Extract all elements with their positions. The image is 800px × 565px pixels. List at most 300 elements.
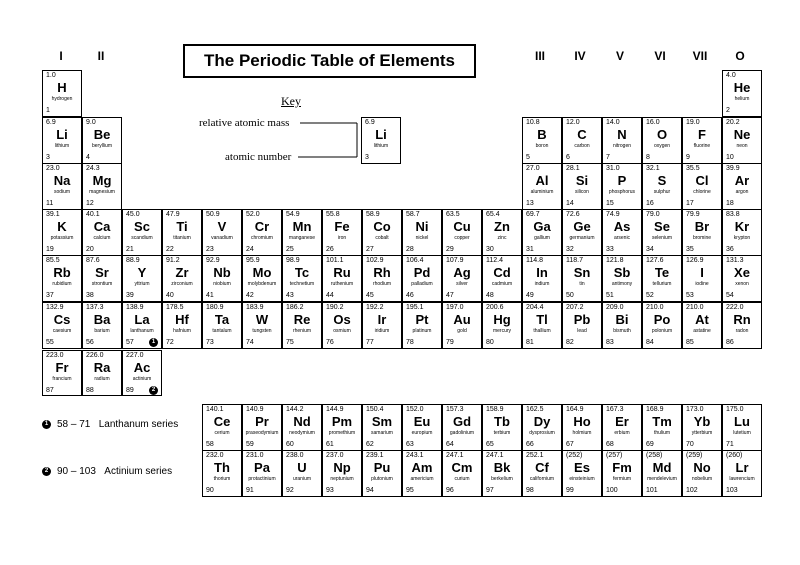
element-name: hafnium [173, 328, 191, 334]
element-zr [162, 255, 202, 302]
element-name: germanium [569, 235, 595, 241]
element-mass: 107.9 [446, 257, 464, 264]
element-number: 68 [606, 441, 614, 448]
element-name: vanadium [211, 235, 233, 241]
element-number: 53 [686, 292, 694, 299]
element-name: bromine [692, 235, 712, 241]
element-ne [722, 117, 762, 164]
element-mass: 39.1 [46, 211, 60, 218]
element-kr [722, 209, 762, 256]
element-mass: 186.2 [286, 304, 304, 311]
element-mass: 210.0 [646, 304, 664, 311]
element-mass: 144.9 [326, 406, 344, 413]
element-name: berkelium [491, 476, 513, 482]
element-name: sulphur [653, 189, 671, 195]
element-name: boron [535, 143, 549, 149]
element-symbol: Cu [453, 219, 471, 234]
element-y [122, 255, 162, 302]
element-name: molybdenum [247, 281, 277, 287]
element-mass: 247.1 [486, 452, 504, 459]
element-number: 60 [286, 441, 294, 448]
element-symbol: Bk [493, 460, 511, 475]
element-te [642, 255, 682, 302]
element-symbol: Cd [493, 265, 511, 280]
element-sn [562, 255, 602, 302]
element-ir [362, 302, 402, 349]
element-name: gadolinium [449, 430, 475, 436]
element-name: einsteinium [569, 476, 595, 482]
element-symbol: I [700, 265, 704, 280]
key-example-number: 3 [365, 154, 369, 161]
element-name: strontium [91, 281, 113, 287]
element-number: 91 [246, 487, 254, 494]
element-mass: 52.0 [246, 211, 260, 218]
element-symbol: Tl [536, 312, 548, 327]
element-au [442, 302, 482, 349]
element-na [42, 163, 82, 210]
element-os [322, 302, 362, 349]
lanthanum-label: Lanthanum series [98, 419, 179, 430]
element-es [562, 450, 602, 497]
element-symbol: Sn [573, 265, 591, 280]
element-u [282, 450, 322, 497]
element-name: mercury [492, 328, 512, 334]
element-name: osmium [333, 328, 351, 334]
element-number: 89 [126, 387, 134, 394]
element-symbol: Ne [733, 127, 751, 142]
element-number: 43 [286, 292, 294, 299]
element-name: calcium [93, 235, 111, 241]
element-symbol: Pr [255, 414, 269, 429]
element-symbol: Ag [453, 265, 471, 280]
element-symbol: Sm [371, 414, 393, 429]
element-name: tellurium [652, 281, 672, 287]
element-number: 54 [726, 292, 734, 299]
element-mass: 144.2 [286, 406, 304, 413]
element-number: 94 [366, 487, 374, 494]
element-symbol: C [577, 127, 587, 142]
element-v [202, 209, 242, 256]
element-number: 81 [526, 339, 534, 346]
element-mass: 222.0 [726, 304, 744, 311]
element-mass: 6.9 [46, 119, 56, 126]
series-marker-2-icon: 2 [149, 386, 158, 395]
element-symbol: Sc [134, 219, 150, 234]
element-tl [522, 302, 562, 349]
element-name: krypton [733, 235, 751, 241]
element-name: palladium [411, 281, 433, 287]
element-symbol: Ra [93, 360, 111, 375]
element-name: technetium [289, 281, 315, 287]
element-mass: 47.9 [166, 211, 180, 218]
element-mass: 54.9 [286, 211, 300, 218]
element-symbol: Cl [695, 173, 709, 188]
element-number: 1 [46, 107, 50, 114]
element-symbol: Fe [334, 219, 350, 234]
element-symbol: Co [373, 219, 391, 234]
element-n [602, 117, 642, 164]
element-mass: 127.6 [646, 257, 664, 264]
element-br [682, 209, 722, 256]
element-mass: 204.4 [526, 304, 544, 311]
element-number: 101 [646, 487, 658, 494]
element-number: 40 [166, 292, 174, 299]
element-name: uranium [292, 476, 312, 482]
element-symbol: B [537, 127, 547, 142]
element-symbol: Ca [93, 219, 111, 234]
element-symbol: Ga [533, 219, 551, 234]
element-symbol: Cs [53, 312, 71, 327]
element-name: nickel [415, 235, 429, 241]
element-symbol: Cf [535, 460, 549, 475]
element-name: iodine [695, 281, 709, 287]
series-marker-1-icon: 1 [149, 338, 158, 347]
actinium-label: Actinium series [104, 466, 173, 477]
element-la [122, 302, 162, 349]
element-tc [282, 255, 322, 302]
element-number: 88 [86, 387, 94, 394]
element-eu [402, 404, 442, 451]
element-symbol: Gd [452, 414, 472, 429]
element-name: bismuth [613, 328, 631, 334]
element-mass: 150.4 [366, 406, 384, 413]
element-dy [522, 404, 562, 451]
element-mass: 132.9 [46, 304, 64, 311]
element-name: xenon [735, 281, 749, 287]
element-xe [722, 255, 762, 302]
element-number: 69 [646, 441, 654, 448]
element-name: nitrogen [612, 143, 632, 149]
element-mass: 31.0 [606, 165, 620, 172]
element-mass: 63.5 [446, 211, 460, 218]
element-number: 79 [446, 339, 454, 346]
element-number: 26 [326, 246, 334, 253]
element-symbol: Rh [373, 265, 391, 280]
element-mass: (257) [606, 452, 623, 459]
group-label-1: I [59, 49, 63, 63]
element-name: ytterbium [691, 430, 713, 436]
element-symbol: Be [93, 127, 111, 142]
element-number: 56 [86, 339, 94, 346]
element-symbol: Es [574, 460, 590, 475]
element-name: yttrium [134, 281, 150, 287]
element-symbol: Ge [573, 219, 591, 234]
element-symbol: Na [53, 173, 71, 188]
group-label-7: VII [692, 49, 708, 63]
element-mass: 227.0 [126, 352, 144, 359]
element-number: 74 [246, 339, 254, 346]
element-ag [442, 255, 482, 302]
element-number: 63 [406, 441, 414, 448]
element-name: aluminium [530, 189, 554, 195]
element-mass: 168.9 [646, 406, 664, 413]
element-symbol: Mg [92, 173, 112, 188]
element-mass: (258) [646, 452, 663, 459]
actinium-series-label [42, 466, 172, 477]
element-fm [602, 450, 642, 497]
element-mass: 20.2 [726, 119, 740, 126]
element-mass: 190.2 [326, 304, 344, 311]
element-mass: 65.4 [486, 211, 500, 218]
element-f [682, 117, 722, 164]
element-name: thallium [533, 328, 551, 334]
element-name: promethium [328, 430, 356, 436]
element-mass: 106.4 [406, 257, 424, 264]
element-name: lawrencium [729, 476, 755, 482]
element-ti [162, 209, 202, 256]
element-mass: 72.6 [566, 211, 580, 218]
element-mass: 180.9 [206, 304, 224, 311]
element-symbol: Cm [451, 460, 473, 475]
element-no [682, 450, 722, 497]
element-symbol: Ba [93, 312, 111, 327]
element-symbol: Ce [213, 414, 231, 429]
element-number: 17 [686, 200, 694, 207]
element-symbol: Nd [293, 414, 311, 429]
element-number: 103 [726, 487, 738, 494]
element-number: 44 [326, 292, 334, 299]
element-number: 8 [646, 154, 650, 161]
element-number: 83 [606, 339, 614, 346]
element-md [642, 450, 682, 497]
element-number: 31 [526, 246, 534, 253]
element-ac [122, 350, 162, 396]
element-name: tin [579, 281, 585, 287]
element-mass: 210.0 [686, 304, 704, 311]
element-symbol: F [698, 127, 706, 142]
element-mass: 112.4 [486, 257, 503, 264]
element-symbol: Ti [176, 219, 188, 234]
element-name: lead [577, 328, 587, 334]
element-symbol: Pm [331, 414, 353, 429]
element-name: sodium [53, 189, 71, 195]
element-symbol: Ar [734, 173, 750, 188]
element-number: 85 [686, 339, 694, 346]
element-number: 70 [686, 441, 694, 448]
element-symbol: Kr [734, 219, 750, 234]
element-mass: 83.8 [726, 211, 740, 218]
element-symbol: Y [137, 265, 147, 280]
element-number: 13 [526, 200, 534, 207]
element-name: selenium [651, 235, 672, 241]
element-mass: 87.6 [86, 257, 100, 264]
element-mass: 88.9 [126, 257, 140, 264]
element-name: fluorine [693, 143, 711, 149]
element-name: dysprosium [529, 430, 555, 436]
element-s [642, 163, 682, 210]
element-mass: 114.8 [526, 257, 543, 264]
element-symbol: Ac [133, 360, 151, 375]
element-ba [82, 302, 122, 349]
element-mass: 243.1 [406, 452, 424, 459]
element-se [642, 209, 682, 256]
element-pa [242, 450, 282, 497]
element-name: oxygen [653, 143, 671, 149]
element-mass: 237.0 [326, 452, 344, 459]
element-name: magnesium [89, 189, 115, 195]
element-number: 21 [126, 246, 134, 253]
element-mass: 131.3 [726, 257, 744, 264]
element-symbol: Re [293, 312, 311, 327]
element-name: actinium [132, 376, 152, 382]
element-symbol: Ho [573, 414, 591, 429]
element-symbol: H [57, 80, 67, 95]
element-nd [282, 404, 322, 451]
element-mass: 164.9 [566, 406, 584, 413]
element-k [42, 209, 82, 256]
element-at [682, 302, 722, 349]
element-number: 15 [606, 200, 614, 207]
key-title: Key [281, 94, 301, 108]
marker-1-icon: 1 [42, 420, 51, 429]
element-number: 42 [246, 292, 254, 299]
element-symbol: In [536, 265, 548, 280]
element-np [322, 450, 362, 497]
element-symbol: He [733, 80, 751, 95]
element-mass: 92.9 [206, 257, 220, 264]
element-fr [42, 350, 82, 396]
element-name: hydrogen [51, 96, 73, 102]
element-name: chromium [251, 235, 273, 241]
key-example-cell [361, 117, 401, 164]
element-cf [522, 450, 562, 497]
element-mass: 157.3 [446, 406, 464, 413]
element-name: radium [94, 376, 110, 382]
element-name: tantalum [212, 328, 232, 334]
element-name: holmium [572, 430, 592, 436]
element-h [42, 70, 82, 117]
element-number: 24 [246, 246, 254, 253]
element-number: 76 [326, 339, 334, 346]
element-name: manganese [288, 235, 316, 241]
element-number: 22 [166, 246, 174, 253]
element-name: neptunium [330, 476, 354, 482]
element-symbol: N [617, 127, 627, 142]
group-label-4: IV [574, 49, 586, 63]
element-name: copper [454, 235, 470, 241]
group-label-3: III [534, 49, 545, 63]
element-symbol: V [217, 219, 227, 234]
element-number: 61 [326, 441, 334, 448]
element-number: 93 [326, 487, 334, 494]
element-name: thulium [653, 430, 671, 436]
element-symbol: Pa [254, 460, 270, 475]
element-al [522, 163, 562, 210]
element-mass: 102.9 [366, 257, 384, 264]
element-symbol: O [656, 127, 668, 142]
element-cs [42, 302, 82, 349]
element-sc [122, 209, 162, 256]
element-number: 75 [286, 339, 294, 346]
element-cd [482, 255, 522, 302]
element-mass: 74.9 [606, 211, 620, 218]
element-symbol: Ta [214, 312, 230, 327]
element-number: 12 [86, 200, 94, 207]
element-ca [82, 209, 122, 256]
element-name: chlorine [693, 189, 711, 195]
element-number: 71 [726, 441, 734, 448]
element-number: 65 [486, 441, 494, 448]
element-number: 82 [566, 339, 574, 346]
element-symbol: Md [652, 460, 672, 475]
element-number: 97 [486, 487, 494, 494]
element-name: rubidium [52, 281, 72, 287]
element-name: erbium [614, 430, 630, 436]
element-mass: 19.0 [686, 119, 700, 126]
element-number: 51 [606, 292, 614, 299]
element-mn [282, 209, 322, 256]
element-name: antimony [611, 281, 633, 287]
element-name: argon [735, 189, 749, 195]
element-tm [642, 404, 682, 451]
element-symbol: Tm [652, 414, 672, 429]
element-mass: 24.3 [86, 165, 100, 172]
element-number: 4 [86, 154, 90, 161]
element-mass: 40.1 [86, 211, 100, 218]
element-mass: 12.0 [566, 119, 580, 126]
element-name: cobalt [375, 235, 389, 241]
element-symbol: Lu [734, 414, 750, 429]
element-name: rhodium [372, 281, 392, 287]
element-name: europium [411, 430, 433, 436]
element-number: 29 [446, 246, 454, 253]
element-number: 48 [486, 292, 494, 299]
element-symbol: Pu [373, 460, 391, 475]
element-pb [562, 302, 602, 349]
element-c [562, 117, 602, 164]
element-number: 45 [366, 292, 374, 299]
element-symbol: Rb [53, 265, 71, 280]
element-symbol: Pd [413, 265, 431, 280]
element-number: 58 [206, 441, 214, 448]
element-name: gallium [534, 235, 550, 241]
element-name: beryllium [91, 143, 112, 149]
page-title: The Periodic Table of Elements [183, 44, 476, 78]
element-name: protactinium [248, 476, 276, 482]
element-pm [322, 404, 362, 451]
element-mass: 98.9 [286, 257, 300, 264]
element-mass: 4.0 [726, 72, 736, 79]
element-number: 3 [46, 154, 50, 161]
element-mass: 209.0 [606, 304, 624, 311]
element-mass: 1.0 [46, 72, 56, 79]
element-mass: 58.7 [406, 211, 420, 218]
element-name: lutetium [733, 430, 751, 436]
group-label-2: II [97, 49, 105, 63]
element-symbol: No [693, 460, 711, 475]
element-name: plutonium [371, 476, 393, 482]
element-ge [562, 209, 602, 256]
element-mass: 50.9 [206, 211, 220, 218]
element-symbol: K [57, 219, 67, 234]
element-symbol: Pt [415, 312, 429, 327]
element-symbol: As [613, 219, 631, 234]
element-symbol: Fm [612, 460, 632, 475]
element-symbol: Tb [494, 414, 510, 429]
element-symbol: Nb [213, 265, 231, 280]
element-mass: 121.8 [606, 257, 624, 264]
element-symbol: Mn [292, 219, 312, 234]
element-symbol: Eu [413, 414, 431, 429]
element-number: 47 [446, 292, 454, 299]
element-ta [202, 302, 242, 349]
element-name: radon [735, 328, 749, 334]
element-name: potassium [50, 235, 74, 241]
element-mass: 247.1 [446, 452, 464, 459]
element-p [602, 163, 642, 210]
element-number: 90 [206, 487, 214, 494]
element-symbol: S [657, 173, 667, 188]
